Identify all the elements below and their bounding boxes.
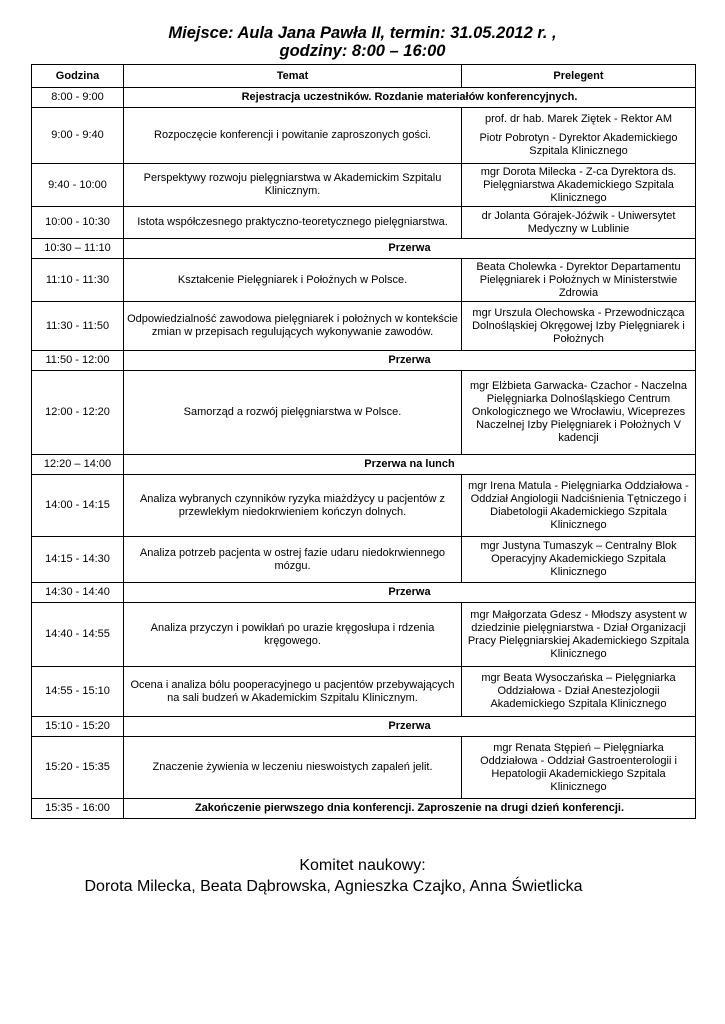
speaker-name: mgr Renata Stępień – Pielęgniarka Oddziałowa - Oddział Gastroenterologii i Hepatologii Akademickiego Szpitala Klinicznego bbox=[480, 741, 677, 793]
topic-cell: Ocena i analiza bólu pooperacyjnego u pacjentów przebywających na sali budzeń w Akademickim Szpitalu Klinicznym. bbox=[124, 667, 462, 717]
topic-cell: Analiza przyczyn i powikłań po urazie kręgosłupa i rdzenia kręgowego. bbox=[124, 603, 462, 667]
time-cell: 11:50 - 12:00 bbox=[32, 351, 124, 371]
table-row bbox=[32, 371, 696, 455]
time-cell: 12:20 – 14:00 bbox=[32, 455, 124, 475]
time-cell: 15:35 - 16:00 bbox=[32, 799, 124, 819]
time-cell: 9:40 - 10:00 bbox=[32, 164, 124, 207]
time-cell: 14:00 - 14:15 bbox=[32, 475, 124, 537]
time-cell: 10:30 – 11:10 bbox=[32, 239, 124, 259]
speaker-name: mgr Justyna Tumaszyk – Centralny Blok Operacyjny Akademickiego Szpitala Klinicznego bbox=[480, 540, 677, 578]
table-row bbox=[32, 164, 696, 207]
speaker-cell bbox=[462, 259, 696, 302]
speaker-name: Piotr Pobrotyn - Dyrektor Akademickiego Szpitala Klinicznego bbox=[479, 132, 678, 157]
table-row bbox=[32, 583, 696, 603]
merged-event-cell: Przerwa bbox=[124, 717, 696, 737]
speaker-cell bbox=[462, 667, 696, 717]
time-cell: 15:20 - 15:35 bbox=[32, 737, 124, 799]
speaker-cell bbox=[462, 108, 696, 164]
topic-cell: Analiza potrzeb pacjenta w ostrej fazie udaru niedokrwiennego mózgu. bbox=[124, 537, 462, 583]
time-cell: 14:15 - 14:30 bbox=[32, 537, 124, 583]
topic-cell: Kształcenie Pielęgniarek i Położnych w Polsce. bbox=[124, 259, 462, 302]
speaker-cell bbox=[462, 537, 696, 583]
merged-event-cell: Przerwa bbox=[124, 351, 696, 371]
merged-event-cell: Rejestracja uczestników. Rozdanie materiałów konferencyjnych. bbox=[124, 88, 696, 108]
time-cell: 9:00 - 9:40 bbox=[32, 108, 124, 164]
speaker-name: mgr Irena Matula - Pielęgniarka Oddziałowa - Oddział Angiologii Nadciśnienia Tętniczego i Diabetologii Akademickiego Szpitala Klinicznego bbox=[468, 479, 689, 531]
table-row bbox=[32, 108, 696, 164]
committee-members: Dorota Milecka, Beata Dąbrowska, Agnieszka Czajko, Anna Świetlicka bbox=[84, 878, 583, 895]
time-cell: 8:00 - 9:00 bbox=[32, 88, 124, 108]
speaker-name: dr Jolanta Górajek-Jóźwik - Uniwersytet Medyczny w Lublinie bbox=[481, 209, 676, 235]
table-row bbox=[32, 259, 696, 302]
speaker-name: mgr Beata Wysoczańska – Pielęgniarka Oddziałowa - Dział Anestezjologii Akademickiego Szpitala Klinicznego bbox=[481, 672, 676, 710]
table-header-row bbox=[32, 65, 696, 88]
time-cell: 11:30 - 11:50 bbox=[32, 302, 124, 351]
page-title bbox=[0, 24, 725, 60]
topic-cell: Samorząd a rozwój pielęgniarstwa w Polsce. bbox=[124, 371, 462, 455]
speaker-cell bbox=[462, 164, 696, 207]
time-cell: 11:10 - 11:30 bbox=[32, 259, 124, 302]
merged-event-cell: Przerwa na lunch bbox=[124, 455, 696, 475]
time-cell: 10:00 - 10:30 bbox=[32, 207, 124, 239]
topic-cell: Znaczenie żywienia w leczeniu nieswoistych zapaleń jelit. bbox=[124, 737, 462, 799]
speaker-cell bbox=[462, 603, 696, 667]
table-row bbox=[32, 667, 696, 717]
table-row bbox=[32, 603, 696, 667]
time-cell: 14:40 - 14:55 bbox=[32, 603, 124, 667]
title-location-date: Miejsce: Aula Jana Pawła II, termin: 31.05.2012 r. , bbox=[168, 24, 557, 42]
table-row bbox=[32, 737, 696, 799]
topic-cell: Rozpoczęcie konferencji i powitanie zaproszonych gości. bbox=[124, 108, 462, 164]
topic-cell: Analiza wybranych czynników ryzyka miażdżycy u pacjentów z przewlekłym niedokrwieniem kończyn dolnych. bbox=[124, 475, 462, 537]
time-cell: 12:00 - 12:20 bbox=[32, 371, 124, 455]
topic-cell: Odpowiedzialność zawodowa pielęgniarek i położnych w kontekście zmian w przepisach regulujących wykonywanie zawodów. bbox=[124, 302, 462, 351]
speaker-cell bbox=[462, 207, 696, 239]
table-row bbox=[32, 717, 696, 737]
time-cell: 14:30 - 14:40 bbox=[32, 583, 124, 603]
table-row bbox=[32, 239, 696, 259]
speaker-name: prof. dr hab. Marek Ziętek - Rektor AM bbox=[484, 113, 673, 125]
speaker-name: mgr Dorota Milecka - Z-ca Dyrektora ds. Pielęgniarstwa Akademickiego Szpitala Klinicznego bbox=[480, 165, 677, 204]
table-row bbox=[32, 537, 696, 583]
column-header-topic: Temat bbox=[124, 65, 462, 88]
time-cell: 15:10 - 15:20 bbox=[32, 717, 124, 737]
merged-event-cell: Przerwa bbox=[124, 239, 696, 259]
time-cell: 14:55 - 15:10 bbox=[32, 667, 124, 717]
table-row bbox=[32, 455, 696, 475]
topic-cell: Istota współczesnego praktyczno-teoretycznego pielęgniarstwa. bbox=[124, 207, 462, 239]
speaker-name: Beata Cholewka - Dyrektor Departamentu Pielęgniarek i Położnych w Ministerstwie Zdrowia bbox=[476, 260, 681, 299]
scientific-committee bbox=[0, 855, 725, 897]
committee-heading: Komitet naukowy: bbox=[299, 857, 426, 874]
column-header-speaker: Prelegent bbox=[462, 65, 696, 88]
table-row bbox=[32, 799, 696, 819]
speaker-name: mgr Elżbieta Garwacka- Czachor - Naczelna Pielęgniarka Dolnośląskiego Centrum Onkologicznego we Wrocławiu, Wiceprezes Naczelnej Izby Pielęgniarek i Położnych V kadencji bbox=[469, 380, 688, 444]
table-row bbox=[32, 302, 696, 351]
merged-event-cell: Zakończenie pierwszego dnia konferencji. Zaproszenie na drugi dzień konferencji. bbox=[124, 799, 696, 819]
speaker-cell bbox=[462, 371, 696, 455]
column-header-time: Godzina bbox=[32, 65, 124, 88]
table-row bbox=[32, 88, 696, 108]
speaker-name: mgr Małgorzata Gdesz - Młodszy asystent w dziedzinie pielęgniarstwa - Dział Organizacji Pracy Pielęgniarskiej Akademickiego Szpitala Klinicznego bbox=[467, 608, 690, 660]
schedule-body bbox=[32, 88, 696, 819]
title-hours: godziny: 8:00 – 16:00 bbox=[279, 42, 446, 60]
merged-event-cell: Przerwa bbox=[124, 583, 696, 603]
speaker-cell bbox=[462, 302, 696, 351]
table-row bbox=[32, 207, 696, 239]
table-row bbox=[32, 475, 696, 537]
topic-cell: Perspektywy rozwoju pielęgniarstwa w Akademickim Szpitalu Klinicznym. bbox=[124, 164, 462, 207]
speaker-cell bbox=[462, 475, 696, 537]
table-row bbox=[32, 351, 696, 371]
speaker-cell bbox=[462, 737, 696, 799]
speaker-name: mgr Urszula Olechowska - Przewodnicząca Dolnośląskiej Okręgowej Izby Pielęgniarek i Położnych bbox=[472, 306, 685, 345]
schedule-table bbox=[31, 64, 696, 819]
